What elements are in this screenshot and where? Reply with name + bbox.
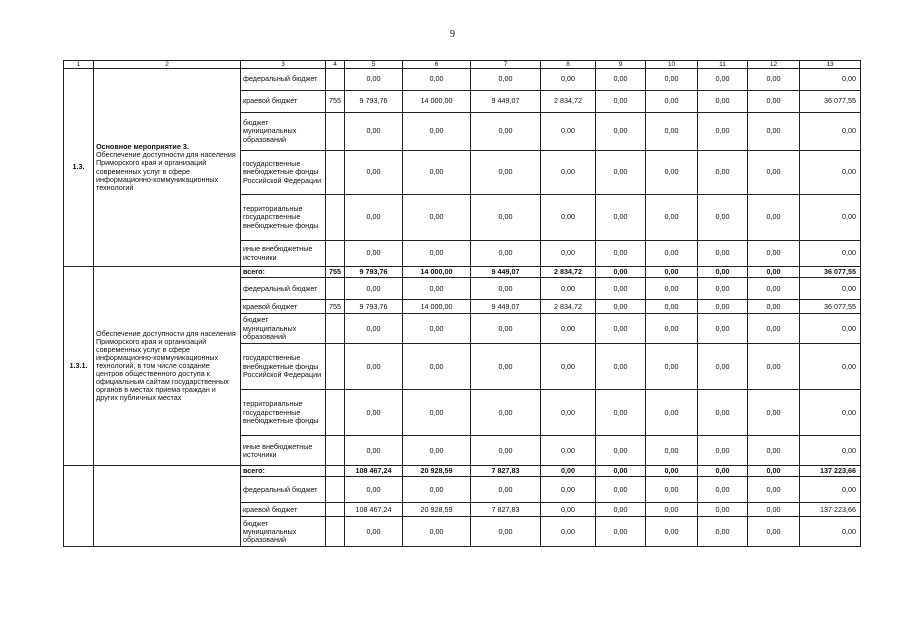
item-name xyxy=(94,267,241,466)
column-number: 13 xyxy=(800,61,861,69)
column-number: 1 xyxy=(64,61,94,69)
amount-cell: 0,00 xyxy=(800,390,861,436)
column-number: 8 xyxy=(541,61,596,69)
amount-cell: 0,00 xyxy=(403,69,471,91)
budget-code xyxy=(326,241,345,267)
total-row xyxy=(64,466,861,477)
amount-cell: 2 834,72 xyxy=(541,300,596,314)
amount-cell: 0,00 xyxy=(698,241,748,267)
amount-cell: 0,00 xyxy=(403,390,471,436)
amount-cell: 9 449,07 xyxy=(471,267,541,278)
amount-cell: 0,00 xyxy=(698,278,748,300)
amount-cell: 0,00 xyxy=(345,344,403,390)
amount-cell: 0,00 xyxy=(596,151,646,195)
amount-cell: 0,00 xyxy=(471,344,541,390)
amount-cell: 0,00 xyxy=(471,113,541,151)
amount-cell: 0,00 xyxy=(541,241,596,267)
amount-cell: 0,00 xyxy=(748,195,800,241)
amount-cell: 0,00 xyxy=(646,314,698,344)
amount-cell: 0,00 xyxy=(800,241,861,267)
amount-cell: 0,00 xyxy=(345,151,403,195)
budget-code xyxy=(326,151,345,195)
amount-cell: 0,00 xyxy=(646,91,698,113)
amount-cell: 0,00 xyxy=(403,477,471,503)
amount-cell: 0,00 xyxy=(646,466,698,477)
amount-cell: 0,00 xyxy=(403,278,471,300)
budget-code: 755 xyxy=(326,300,345,314)
amount-cell: 0,00 xyxy=(800,436,861,466)
amount-cell: 0,00 xyxy=(698,300,748,314)
amount-cell: 0,00 xyxy=(748,300,800,314)
funding-source: иные внебюджетные источники xyxy=(241,241,326,267)
amount-cell: 0,00 xyxy=(748,113,800,151)
amount-cell: 0,00 xyxy=(698,91,748,113)
amount-cell: 0,00 xyxy=(646,69,698,91)
amount-cell: 0,00 xyxy=(345,113,403,151)
column-number: 2 xyxy=(94,61,241,69)
amount-cell: 0,00 xyxy=(698,267,748,278)
header-row xyxy=(64,61,861,69)
amount-cell: 0,00 xyxy=(646,113,698,151)
amount-cell: 0,00 xyxy=(345,477,403,503)
amount-cell: 0,00 xyxy=(800,151,861,195)
amount-cell: 0,00 xyxy=(596,344,646,390)
amount-cell: 0,00 xyxy=(596,390,646,436)
amount-cell: 0,00 xyxy=(403,113,471,151)
amount-cell: 0,00 xyxy=(541,69,596,91)
amount-cell: 2 834,72 xyxy=(541,91,596,113)
amount-cell: 0,00 xyxy=(800,344,861,390)
item-number: 1.3. xyxy=(64,69,94,267)
amount-cell: 0,00 xyxy=(471,314,541,344)
budget-code xyxy=(326,69,345,91)
amount-cell: 0,00 xyxy=(403,151,471,195)
item-title: Основное мероприятие 3. xyxy=(96,142,189,152)
budget-code xyxy=(326,195,345,241)
amount-cell: 0,00 xyxy=(596,436,646,466)
amount-cell: 0,00 xyxy=(345,195,403,241)
amount-cell: 0,00 xyxy=(646,390,698,436)
amount-cell: 0,00 xyxy=(748,517,800,547)
amount-cell: 0,00 xyxy=(748,466,800,477)
page-number: 9 xyxy=(450,29,455,40)
budget-code xyxy=(326,314,345,344)
amount-cell: 0,00 xyxy=(596,477,646,503)
total-row xyxy=(64,267,861,278)
funding-source: бюджет муниципальных образований xyxy=(241,113,326,151)
amount-cell: 0,00 xyxy=(748,436,800,466)
column-number: 12 xyxy=(748,61,800,69)
amount-cell: 0,00 xyxy=(541,151,596,195)
amount-cell: 0,00 xyxy=(698,503,748,517)
funding-source: территориальные государственные внебюджетные фонды xyxy=(241,390,326,436)
funding-source: государственные внебюджетные фонды Российской Федерации xyxy=(241,344,326,390)
amount-cell: 0,00 xyxy=(596,314,646,344)
amount-cell: 0,00 xyxy=(541,390,596,436)
amount-cell: 2 834,72 xyxy=(541,267,596,278)
amount-cell: 0,00 xyxy=(541,466,596,477)
amount-cell: 9 793,76 xyxy=(345,91,403,113)
funding-source: краевой бюджет xyxy=(241,503,326,517)
amount-cell: 0,00 xyxy=(800,69,861,91)
amount-cell: 0,00 xyxy=(596,195,646,241)
funding-source: бюджет муниципальных образований xyxy=(241,517,326,547)
amount-cell: 0,00 xyxy=(748,91,800,113)
amount-cell: 137 223,66 xyxy=(800,466,861,477)
amount-cell: 0,00 xyxy=(345,241,403,267)
amount-cell: 0,00 xyxy=(471,195,541,241)
amount-cell: 0,00 xyxy=(698,436,748,466)
amount-cell: 137 223,66 xyxy=(800,503,861,517)
item-number: 1.3.1. xyxy=(64,267,94,466)
item-number xyxy=(64,466,94,547)
item-name xyxy=(94,69,241,267)
amount-cell: 0,00 xyxy=(646,278,698,300)
amount-cell: 0,00 xyxy=(800,113,861,151)
amount-cell: 0,00 xyxy=(596,517,646,547)
funding-source: иные внебюджетные источники xyxy=(241,436,326,466)
amount-cell: 0,00 xyxy=(646,344,698,390)
column-number: 6 xyxy=(403,61,471,69)
amount-cell: 0,00 xyxy=(698,477,748,503)
item-name xyxy=(94,466,241,547)
amount-cell: 0,00 xyxy=(596,91,646,113)
amount-cell: 108 467,24 xyxy=(345,466,403,477)
amount-cell: 0,00 xyxy=(646,300,698,314)
column-number: 4 xyxy=(326,61,345,69)
amount-cell: 14 000,00 xyxy=(403,267,471,278)
amount-cell: 7 827,83 xyxy=(471,503,541,517)
amount-cell: 0,00 xyxy=(800,195,861,241)
funding-source: всего: xyxy=(241,466,326,477)
amount-cell: 0,00 xyxy=(403,195,471,241)
budget-code xyxy=(326,517,345,547)
amount-cell: 0,00 xyxy=(596,466,646,477)
amount-cell: 0,00 xyxy=(541,314,596,344)
amount-cell: 0,00 xyxy=(345,436,403,466)
column-number: 5 xyxy=(345,61,403,69)
amount-cell: 7 827,83 xyxy=(471,466,541,477)
amount-cell: 0,00 xyxy=(748,390,800,436)
amount-cell: 0,00 xyxy=(471,390,541,436)
amount-cell: 0,00 xyxy=(800,517,861,547)
amount-cell: 0,00 xyxy=(748,241,800,267)
column-number: 11 xyxy=(698,61,748,69)
amount-cell: 0,00 xyxy=(541,517,596,547)
amount-cell: 0,00 xyxy=(403,344,471,390)
item-description: Обеспечение доступности для населения Приморского края и организаций современных услуг в сфере информационно-коммуникационных технологий xyxy=(96,150,236,192)
amount-cell: 0,00 xyxy=(403,436,471,466)
column-number: 9 xyxy=(596,61,646,69)
amount-cell: 0,00 xyxy=(541,436,596,466)
amount-cell: 36 077,55 xyxy=(800,267,861,278)
budget-code xyxy=(326,113,345,151)
amount-cell: 0,00 xyxy=(596,503,646,517)
amount-cell: 36 077,55 xyxy=(800,91,861,113)
column-number: 3 xyxy=(241,61,326,69)
amount-cell: 0,00 xyxy=(403,517,471,547)
column-number: 7 xyxy=(471,61,541,69)
budget-code: 755 xyxy=(326,267,345,278)
amount-cell: 0,00 xyxy=(646,151,698,195)
amount-cell: 0,00 xyxy=(646,195,698,241)
amount-cell: 0,00 xyxy=(748,344,800,390)
amount-cell: 0,00 xyxy=(646,241,698,267)
amount-cell: 0,00 xyxy=(541,278,596,300)
amount-cell: 0,00 xyxy=(698,151,748,195)
amount-cell: 0,00 xyxy=(698,113,748,151)
amount-cell: 0,00 xyxy=(403,314,471,344)
budget-code xyxy=(326,503,345,517)
amount-cell: 0,00 xyxy=(748,477,800,503)
amount-cell: 0,00 xyxy=(345,69,403,91)
budget-code xyxy=(326,466,345,477)
amount-cell: 0,00 xyxy=(698,69,748,91)
amount-cell: 108 467,24 xyxy=(345,503,403,517)
amount-cell: 0,00 xyxy=(646,436,698,466)
funding-source: краевой бюджет xyxy=(241,91,326,113)
amount-cell: 0,00 xyxy=(800,314,861,344)
amount-cell: 0,00 xyxy=(471,151,541,195)
budget-code xyxy=(326,278,345,300)
amount-cell: 0,00 xyxy=(345,517,403,547)
amount-cell: 20 928,59 xyxy=(403,503,471,517)
amount-cell: 0,00 xyxy=(471,436,541,466)
amount-cell: 0,00 xyxy=(748,278,800,300)
amount-cell: 0,00 xyxy=(345,390,403,436)
amount-cell: 0,00 xyxy=(471,69,541,91)
budget-table xyxy=(63,60,861,547)
amount-cell: 36 077,55 xyxy=(800,300,861,314)
amount-cell: 14 000,00 xyxy=(403,91,471,113)
funding-source: государственные внебюджетные фонды Российской Федерации xyxy=(241,151,326,195)
funding-source: федеральный бюджет xyxy=(241,278,326,300)
amount-cell: 0,00 xyxy=(596,113,646,151)
amount-cell: 0,00 xyxy=(471,517,541,547)
funding-source: федеральный бюджет xyxy=(241,477,326,503)
amount-cell: 0,00 xyxy=(748,314,800,344)
amount-cell: 9 793,76 xyxy=(345,267,403,278)
amount-cell: 0,00 xyxy=(698,314,748,344)
column-number: 10 xyxy=(646,61,698,69)
budget-code xyxy=(326,390,345,436)
funding-source: бюджет муниципальных образований xyxy=(241,314,326,344)
amount-cell: 0,00 xyxy=(541,344,596,390)
amount-cell: 0,00 xyxy=(748,503,800,517)
amount-cell: 0,00 xyxy=(748,267,800,278)
amount-cell: 14 000,00 xyxy=(403,300,471,314)
amount-cell: 0,00 xyxy=(748,69,800,91)
amount-cell: 0,00 xyxy=(541,477,596,503)
amount-cell: 0,00 xyxy=(596,69,646,91)
amount-cell: 9 793,76 xyxy=(345,300,403,314)
amount-cell: 0,00 xyxy=(596,300,646,314)
funding-source: всего: xyxy=(241,267,326,278)
amount-cell: 9 449,07 xyxy=(471,300,541,314)
amount-cell: 0,00 xyxy=(646,517,698,547)
amount-cell: 9 449,07 xyxy=(471,91,541,113)
amount-cell: 0,00 xyxy=(541,113,596,151)
amount-cell: 0,00 xyxy=(471,278,541,300)
amount-cell: 0,00 xyxy=(646,267,698,278)
amount-cell: 0,00 xyxy=(345,314,403,344)
amount-cell: 0,00 xyxy=(596,278,646,300)
amount-cell: 0,00 xyxy=(698,390,748,436)
amount-cell: 20 928,59 xyxy=(403,466,471,477)
amount-cell: 0,00 xyxy=(698,517,748,547)
item-description: Обеспечение доступности для населения Приморского края и организаций современных услуг в сфере информационно-коммуникационных технологий, в том числе создание центров общественного доступа к официальным сайтам государственных органов в местах приема граждан и других публичных местах xyxy=(96,328,236,403)
amount-cell: 0,00 xyxy=(403,241,471,267)
amount-cell: 0,00 xyxy=(698,344,748,390)
amount-cell: 0,00 xyxy=(800,278,861,300)
budget-code xyxy=(326,344,345,390)
amount-cell: 0,00 xyxy=(541,503,596,517)
amount-cell: 0,00 xyxy=(541,195,596,241)
funding-source: краевой бюджет xyxy=(241,300,326,314)
amount-cell: 0,00 xyxy=(748,151,800,195)
budget-code: 755 xyxy=(326,91,345,113)
amount-cell: 0,00 xyxy=(471,241,541,267)
amount-cell: 0,00 xyxy=(596,267,646,278)
amount-cell: 0,00 xyxy=(800,477,861,503)
amount-cell: 0,00 xyxy=(698,466,748,477)
amount-cell: 0,00 xyxy=(698,195,748,241)
funding-source: федеральный бюджет xyxy=(241,69,326,91)
funding-source-row xyxy=(64,69,861,91)
amount-cell: 0,00 xyxy=(345,278,403,300)
amount-cell: 0,00 xyxy=(646,477,698,503)
funding-source: территориальные государственные внебюджетные фонды xyxy=(241,195,326,241)
amount-cell: 0,00 xyxy=(646,503,698,517)
budget-code xyxy=(326,477,345,503)
amount-cell: 0,00 xyxy=(471,477,541,503)
budget-code xyxy=(326,436,345,466)
amount-cell: 0,00 xyxy=(596,241,646,267)
